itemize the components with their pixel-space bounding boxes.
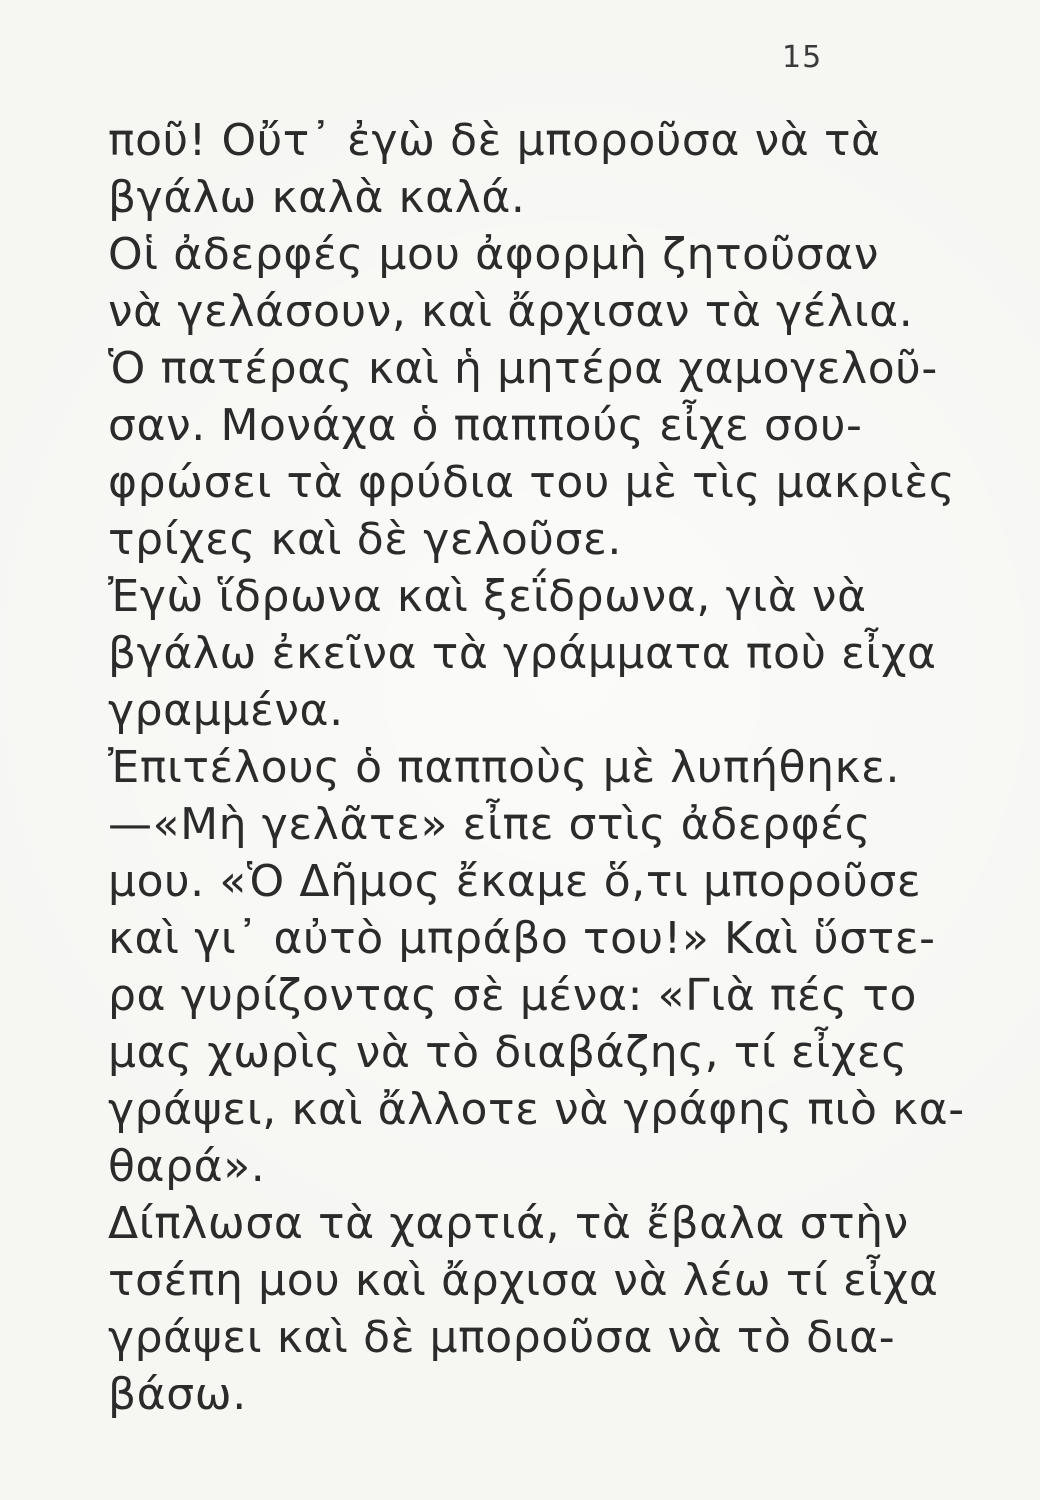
text-line: μας χωρὶς νὰ τὸ διαβάζης, τί εἶχες (108, 1027, 908, 1078)
text-line: σαν. Μονάχα ὁ παππούς εἶχε σου- (108, 400, 863, 451)
text-line: Ἐπιτέλους ὁ παπποὺς μὲ λυπήθηκε. (108, 742, 901, 793)
text-line: Ἐγὼ ἵδρωνα καὶ ξεΐδρωνα, γιὰ νὰ (108, 571, 867, 622)
text-line: βάσω. (108, 1369, 247, 1420)
text-line: —«Μὴ γελᾶτε» εἶπε στὶς ἀδερφές (108, 799, 872, 850)
text-line: βγάλω καλὰ καλά. (108, 172, 526, 223)
text-line: γράψει, καὶ ἄλλοτε νὰ γράφης πιὸ κα- (108, 1084, 965, 1135)
text-line: καὶ γι᾽ αὐτὸ μπράβο του!» Καὶ ὕστε- (108, 913, 936, 964)
page-number: 15 (782, 40, 823, 75)
text-line: μου. «Ὁ Δῆμος ἔκαμε ὅ,τι μποροῦσε (108, 856, 922, 907)
body-text (108, 112, 965, 1423)
text-line: γραμμένα. (108, 685, 344, 736)
text-line: θαρά». (108, 1141, 266, 1192)
text-line: γράψει καὶ δὲ μποροῦσα νὰ τὸ δια- (108, 1312, 896, 1363)
text-line: τσέπη μου καὶ ἄρχισα νὰ λέω τί εἶχα (108, 1255, 939, 1306)
text-line: Οἱ ἀδερφές μου ἀφορμὴ ζητοῦσαν (108, 229, 880, 280)
text-line: νὰ γελάσουν, καὶ ἄρχισαν τὰ γέλια. (108, 286, 914, 337)
text-line: ποῦ! Οὔτ᾽ ἐγὼ δὲ μποροῦσα νὰ τὰ (108, 115, 881, 166)
text-line: φρώσει τὰ φρύδια του μὲ τὶς μακριὲς (108, 457, 956, 508)
text-line: βγάλω ἐκεῖνα τὰ γράμματα ποὺ εἶχα (108, 628, 937, 679)
text-line: Ὁ πατέρας καὶ ἡ μητέρα χαμογελοῦ- (108, 343, 938, 394)
text-line: τρίχες καὶ δὲ γελοῦσε. (108, 514, 622, 565)
text-line: Δίπλωσα τὰ χαρτιά, τὰ ἔβαλα στὴν (108, 1198, 909, 1249)
text-line: ρα γυρίζοντας σὲ μένα: «Γιὰ πές το (108, 970, 918, 1021)
